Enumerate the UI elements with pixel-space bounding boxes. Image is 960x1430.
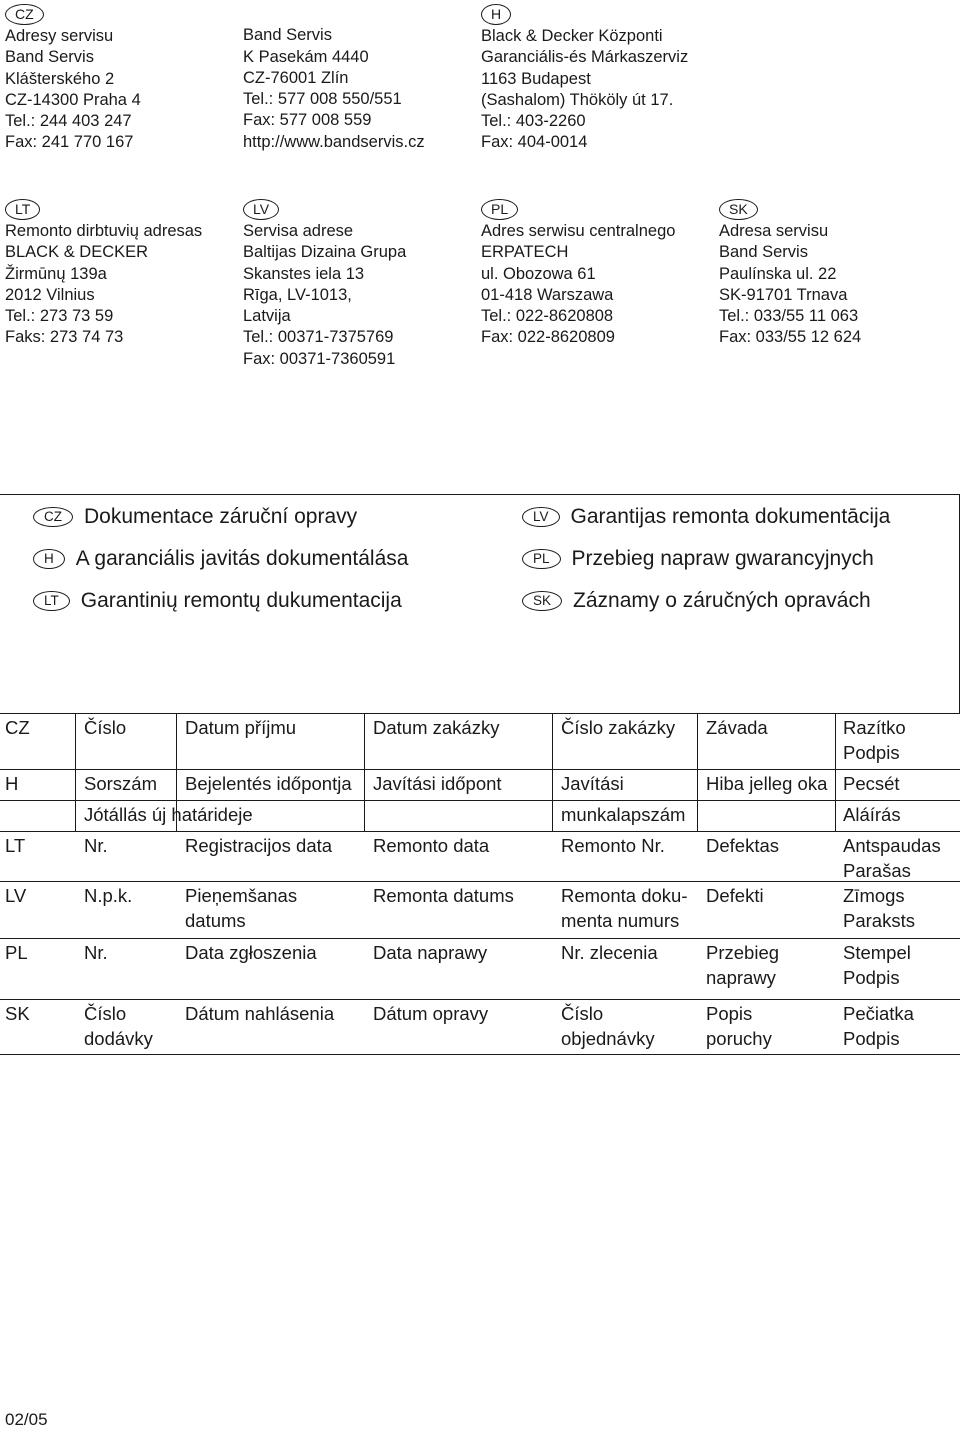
address-line: BLACK & DECKER	[5, 243, 149, 262]
address-block	[5, 4, 141, 154]
warranty-title-row	[33, 547, 408, 571]
table-cell: Defektas	[706, 835, 780, 856]
warranty-title-row	[33, 589, 402, 613]
address-line: Fax: 404-0014	[481, 133, 588, 152]
address-line: Band Servis	[243, 26, 332, 45]
table-cell: Razítko Podpis	[843, 717, 906, 763]
address-line: http://www.bandservis.cz	[243, 132, 425, 151]
language-code-cell: PL	[5, 942, 28, 963]
language-code-cell: LT	[5, 835, 26, 856]
address-badge-line	[243, 199, 406, 221]
column-divider	[75, 713, 76, 831]
table-cell: Hiba jelleg oka	[706, 773, 828, 794]
table-cell: Číslo zakázky	[561, 717, 676, 738]
country-code-badge: CZ	[5, 4, 44, 25]
address-line: Klášterského 2	[5, 69, 115, 88]
address-line: 2012 Vilnius	[5, 285, 95, 304]
warranty-title-row	[522, 505, 890, 529]
address-line: Fax: 241 770 167	[5, 133, 134, 152]
address-line: CZ-76001 Zlín	[243, 68, 349, 87]
table-rule	[0, 881, 960, 882]
country-code-badge: CZ	[33, 507, 73, 527]
table-cell: Remonto Nr.	[561, 835, 665, 856]
address-block	[481, 199, 675, 349]
column-divider	[552, 713, 553, 831]
country-code-badge: LV	[243, 199, 279, 220]
table-cell: N.p.k.	[84, 885, 133, 906]
country-code-badge: SK	[719, 199, 758, 220]
language-code-cell: H	[5, 773, 19, 794]
column-divider	[364, 713, 365, 831]
address-badge-line	[5, 199, 202, 221]
table-cell: Defekti	[706, 885, 764, 906]
table-cell: Dátum nahlásenia	[185, 1003, 335, 1024]
address-line: Latvija	[243, 307, 291, 326]
address-line: Faks: 273 74 73	[5, 328, 124, 347]
warranty-title-row	[33, 505, 357, 529]
warranty-repair-table	[0, 713, 960, 1410]
country-code-badge: LT	[5, 199, 40, 220]
address-line: Tel.: 577 008 550/551	[243, 90, 402, 109]
address-badge-line	[719, 199, 861, 221]
table-cell: Pecsét	[843, 773, 900, 794]
address-line: Adresa servisu	[719, 222, 829, 240]
warranty-title-text: Garantinių remontų dukumentacija	[80, 589, 402, 612]
table-cell: Dátum opravy	[373, 1003, 489, 1024]
table-rule	[0, 713, 960, 714]
table-cell: Data zgłoszenia	[185, 942, 317, 963]
table-cell: Popis poruchy	[706, 1003, 772, 1049]
warranty-title-text: Garantijas remonta dokumentācija	[570, 505, 891, 528]
table-rule	[0, 831, 960, 832]
address-line: Baltijas Dizaina Grupa	[243, 243, 407, 262]
table-cell: Nr. zlecenia	[561, 942, 658, 963]
address-line: Black & Decker Központi	[481, 27, 663, 45]
address-block	[243, 199, 406, 370]
table-cell: Javítási	[561, 773, 624, 794]
table-cell: Sorszám	[84, 773, 157, 794]
table-cell: Bejelentés időpontja	[185, 773, 352, 794]
language-code-cell: SK	[5, 1003, 30, 1024]
address-line: Tel.: 403-2260	[481, 112, 586, 131]
address-badge-line	[243, 4, 425, 25]
table-cell: Data naprawy	[373, 942, 488, 963]
address-badge-line	[5, 4, 141, 26]
table-cell: Stempel Podpis	[843, 942, 911, 988]
document-code: 02/05	[5, 1410, 48, 1429]
address-line: Fax: 022-8620809	[481, 328, 615, 347]
table-cell: munkalapszám	[561, 804, 686, 825]
address-line: Fax: 00371-7360591	[243, 349, 396, 368]
country-code-badge: H	[481, 4, 511, 25]
table-rule	[0, 1054, 960, 1055]
table-cell: Remonto data	[373, 835, 490, 856]
table-cell: Nr.	[84, 835, 108, 856]
address-line: Adresy servisu	[5, 27, 114, 45]
address-line: Servisa adrese	[243, 222, 354, 240]
language-code-cell: LV	[5, 885, 27, 906]
address-line: Skanstes iela 13	[243, 264, 365, 283]
table-cell: Datum příjmu	[185, 717, 297, 738]
address-line: Žirmūnų 139a	[5, 264, 107, 283]
table-cell: Zīmogs Paraksts	[843, 885, 915, 931]
address-line: K Pasekám 4440	[243, 47, 369, 66]
country-code-badge: LV	[522, 507, 560, 527]
table-cell: Pečiatka Podpis	[843, 1003, 914, 1049]
address-block	[719, 199, 861, 349]
warranty-title-text: A garanciális javitás dokumentálása	[75, 547, 409, 570]
address-line: SK-91701 Trnava	[719, 285, 848, 304]
address-line: 01-418 Warszawa	[481, 285, 614, 304]
table-cell: Remonta doku- menta numurs	[561, 885, 688, 931]
address-line: CZ-14300 Praha 4	[5, 90, 141, 109]
table-cell: Číslo dodávky	[84, 1003, 153, 1049]
address-badge-line	[481, 4, 688, 26]
address-line: ERPATECH	[481, 243, 569, 262]
table-cell: Datum zakázky	[373, 717, 500, 738]
warranty-title-row	[522, 589, 871, 613]
country-code-badge: LT	[33, 591, 70, 611]
table-cell: Przebieg naprawy	[706, 942, 780, 988]
country-code-badge: H	[33, 549, 65, 569]
address-block	[243, 4, 425, 153]
address-line: Fax: 577 008 559	[243, 111, 372, 130]
address-line: Tel.: 244 403 247	[5, 112, 132, 131]
warranty-title-text: Przebieg napraw gwarancyjnych	[571, 547, 874, 570]
address-line: Tel.: 00371-7375769	[243, 328, 394, 347]
address-line: Tel.: 033/55 11 063	[719, 307, 859, 326]
address-line: Paulínska ul. 22	[719, 264, 837, 283]
column-divider	[835, 713, 836, 831]
table-rule	[0, 800, 960, 801]
table-cell: Antspaudas Parašas	[843, 835, 941, 881]
table-cell: Nr.	[84, 942, 108, 963]
address-badge-line	[481, 199, 675, 221]
address-line: 1163 Budapest	[481, 69, 591, 88]
column-divider	[697, 713, 698, 831]
address-line: Tel.: 273 73 59	[5, 307, 114, 326]
table-cell: Javítási időpont	[373, 773, 502, 794]
table-cell: Remonta datums	[373, 885, 514, 906]
warranty-title-box	[0, 494, 960, 713]
address-line: Adres serwisu centralnego	[481, 222, 676, 240]
warranty-title-row	[522, 547, 874, 571]
address-line: Band Servis	[719, 243, 808, 262]
address-line: Rīga, LV-1013,	[243, 285, 352, 304]
table-cell: Číslo	[84, 717, 127, 738]
warranty-title-text: Záznamy o záručných opravách	[573, 589, 871, 612]
table-cell: Závada	[706, 717, 768, 738]
address-block	[481, 4, 688, 154]
address-line: ul. Obozowa 61	[481, 264, 596, 283]
address-line: Fax: 033/55 12 624	[719, 328, 862, 347]
address-line: Tel.: 022-8620808	[481, 307, 614, 326]
table-rule	[0, 769, 960, 770]
table-rule	[0, 938, 960, 939]
table-cell: Číslo objednávky	[561, 1003, 655, 1049]
address-line: Garanciális-és Márkaszerviz	[481, 48, 689, 67]
country-code-badge: PL	[522, 549, 561, 569]
warranty-title-text: Dokumentace záruční opravy	[84, 505, 358, 528]
address-block	[5, 199, 202, 349]
table-cell: Pieņemšanas datums	[185, 885, 298, 931]
country-code-badge: SK	[522, 591, 562, 611]
table-cell: Aláírás	[843, 804, 901, 825]
table-cell: Jótállás új határideje	[84, 804, 253, 825]
address-line: Remonto dirbtuvių adresas	[5, 222, 203, 240]
country-code-badge: PL	[481, 199, 518, 220]
address-line: Band Servis	[5, 48, 94, 67]
address-line: (Sashalom) Thököly út 17.	[481, 90, 674, 109]
language-code-cell: CZ	[5, 717, 30, 738]
table-rule	[0, 999, 960, 1000]
table-cell: Registracijos data	[185, 835, 333, 856]
